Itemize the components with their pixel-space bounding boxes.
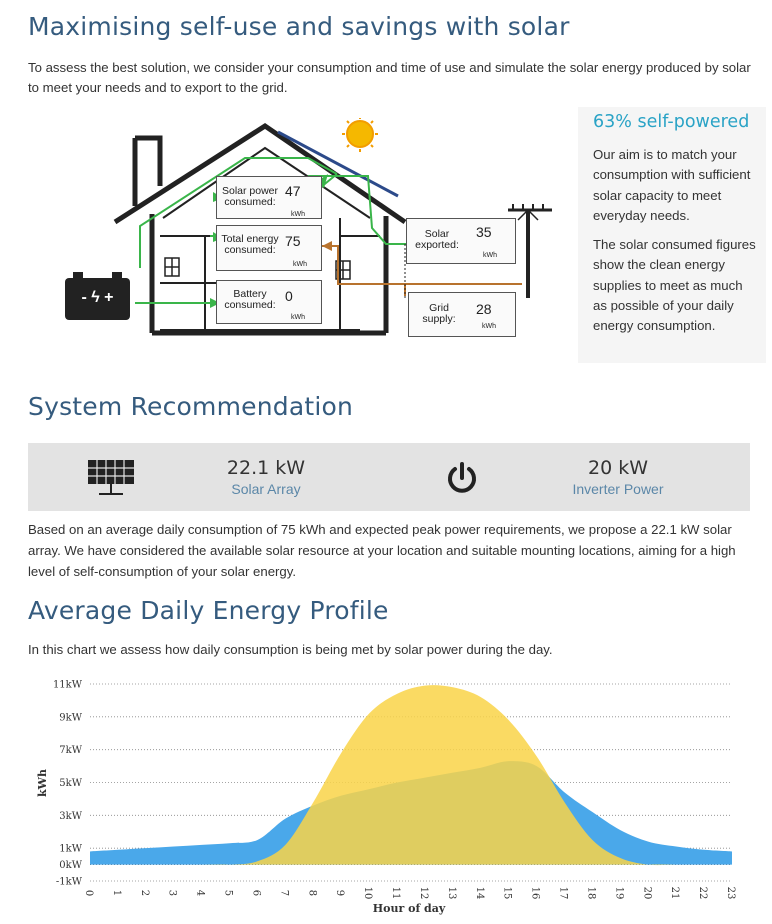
x-tick-label: 12 [417,886,429,900]
y-axis-title: kWh [36,769,49,797]
total-consumed-label2: consumed: [224,244,276,256]
x-tick-label: 3 [166,889,178,897]
grid-supply-value: 28 [476,301,492,317]
x-tick-label: 22 [697,886,709,900]
battery-symbol: - ϟ + [81,289,114,306]
chimney-icon [135,138,160,186]
power-icon [445,461,479,497]
recommendation-text: Based on an average daily consumption of 75 kWh and expected peak power requirements, we propose a 22.1 kW solar array. We have considered the available solar resource at your location and suitable mounting locations, aiming for a high level of self-consumption of your solar energy. [28,522,736,579]
solar-consumed-value: 47 [285,183,301,199]
total-consumed-unit: kWh [293,261,307,268]
battery-consumed-label1: Battery [233,288,267,300]
solar-exported-box [406,218,516,264]
x-tick-label: 13 [445,886,457,900]
energy-profile-chart [0,660,772,924]
solar-consumed-unit: kWh [291,211,305,218]
x-tick-label: 15 [501,886,513,900]
profile-intro: In this chart we assess how daily consumption is being met by solar power during the day. [28,642,553,657]
x-tick-label: 1 [110,889,122,897]
y-tick-label: 0kW [59,860,82,872]
self-powered-title: 63% self-powered [593,112,750,132]
solar-consumed-label2: consumed: [224,196,276,208]
x-tick-label: 20 [641,886,653,900]
grid-supply-label1: Grid [429,302,449,314]
profile-title: Average Daily Energy Profile [28,596,389,625]
self-powered-para2: The solar consumed figures show the clean energy supplies to meet as much as possible of your daily energy consumption. [593,237,756,334]
x-tick-label: 8 [306,889,318,897]
y-tick-label: -1kW [55,876,82,888]
battery-consumed-value: 0 [285,288,293,304]
total-consumed-label1: Total energy [221,233,279,245]
x-tick-label: 5 [222,889,234,897]
battery-consumed-label2: consumed: [224,299,276,311]
battery-icon [65,278,130,320]
intro-text: To assess the best solution, we consider your consumption and time of use and simulate the solar energy produced by solar to meet your needs and to export to the grid. [28,60,751,95]
inverter-power-value: 20 kW [587,457,648,479]
solar-array-label: Solar Array [231,481,301,497]
y-tick-label: 3kW [59,810,82,822]
recommendation-title: System Recommendation [28,392,354,421]
self-powered-para1: Our aim is to match your consumption with sufficient solar capacity to meet everyday needs. [593,147,751,223]
solar-array-value: 22.1 kW [226,457,306,479]
total-consumed-value: 75 [285,233,301,249]
solar-exported-label2: exported: [415,239,459,251]
x-tick-label: 17 [557,886,569,900]
grid-supply-unit: kWh [482,323,496,330]
x-tick-label: 23 [725,886,736,900]
grid-supply-label2: supply: [422,313,456,325]
solar-panel-icon [86,458,138,498]
battery-consumed-box [216,280,322,324]
x-tick-label: 9 [334,889,346,897]
x-tick-label: 18 [585,886,597,900]
inverter-power-label: Inverter Power [572,481,664,497]
x-tick-label: 19 [613,886,625,900]
page-title: Maximising self-use and savings with solar [28,12,570,41]
x-tick-label: 7 [278,889,290,897]
y-tick-label: 7kW [59,745,82,757]
battery-consumed-unit: kWh [291,314,305,321]
x-tick-label: 6 [250,889,262,897]
x-tick-label: 11 [390,886,402,900]
x-tick-label: 4 [194,889,206,897]
x-axis-title: Hour of day [372,902,446,915]
x-tick-label: 2 [138,889,150,897]
x-tick-label: 10 [362,886,374,900]
solar-consumed-box [216,176,322,219]
x-tick-label: 0 [83,889,94,897]
solar-exported-label1: Solar [424,228,450,240]
x-tick-label: 21 [669,886,681,900]
x-tick-label: 14 [473,886,485,900]
grid-supply-box [408,292,516,337]
y-tick-label: 1kW [59,843,82,855]
y-tick-label: 9kW [59,712,82,724]
x-tick-label: 16 [529,886,541,900]
sun-icon [342,118,378,152]
solar-exported-unit: kWh [483,252,497,259]
total-consumed-box [216,225,322,271]
solar-exported-value: 35 [476,224,492,240]
solar-consumed-label1: Solar power [221,185,279,197]
y-tick-label: 11kW [52,679,82,691]
y-tick-label: 5kW [59,778,82,789]
